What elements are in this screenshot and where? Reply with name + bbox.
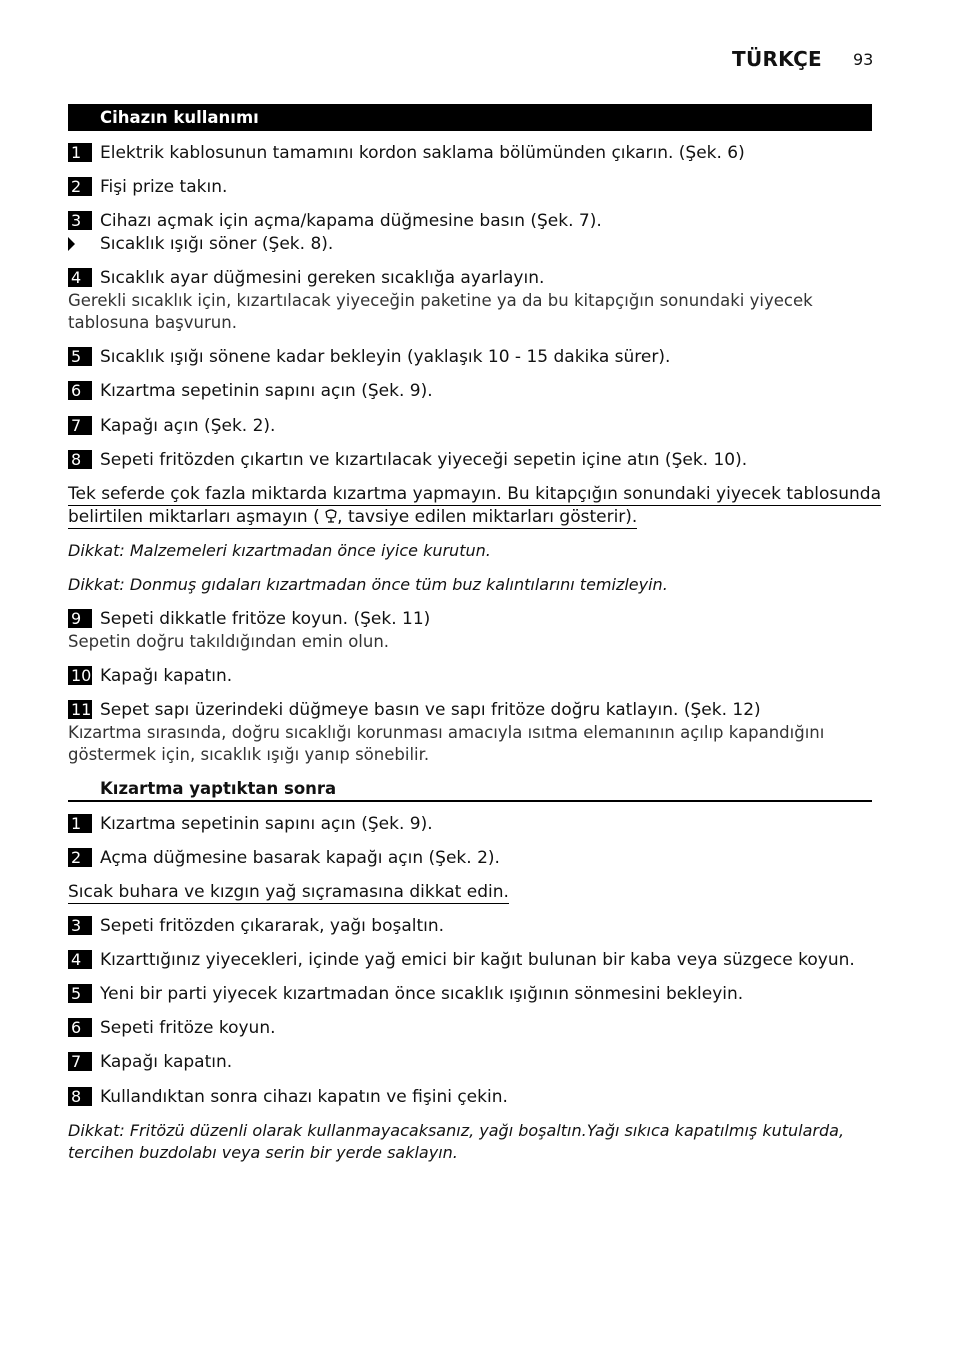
- warning-text: Sıcak buhara ve kızgın yağ sıçramasına dikkat edin.: [68, 882, 509, 902]
- page-number: 93: [853, 50, 874, 69]
- step-text: Sepeti fritözden çıkararak, yağı boşaltın.: [100, 916, 445, 936]
- basket-symbol-icon: [325, 509, 337, 523]
- step-text: Sepet sapı üzerindeki düğmeye basın ve sapı fritöze doğru katlayın. (Şek. 12): [100, 700, 761, 720]
- warning-line-1: Tek seferde çok fazla miktarda kızartma yapmayın. Bu kitapçığın sonundaki yiyecek tablosunda: [68, 484, 882, 504]
- warning-line-2b: , tavsiye edilen miktarları gösterir).: [337, 507, 638, 527]
- step-text: Sepeti fritözden çıkartın ve kızartılacak yiyeceği sepetin içine atın (Şek. 10).: [100, 450, 748, 470]
- step-number: 5: [68, 984, 92, 1003]
- step-number: 4: [68, 268, 92, 287]
- step-number: 10: [68, 666, 92, 685]
- step-number: 6: [68, 1018, 92, 1037]
- step-text: Sıcaklık ayar düğmesini gereken sıcaklığa ayarlayın.: [100, 268, 545, 288]
- step-text: Kızartma sepetinin sapını açın (Şek. 9).: [100, 814, 433, 834]
- step-number: 8: [68, 450, 92, 469]
- note-storage: Dikkat: Fritözü düzenli olarak kullanmayacaksanız, yağı boşaltın.Yağı sıkıca kapatılmış kutularda, tercihen buzdolabı veya serin bir yerde saklayın.: [68, 1121, 845, 1162]
- step-text: Sepeti fritöze koyun.: [100, 1018, 276, 1038]
- step-text: Kapağı kapatın.: [100, 666, 233, 686]
- note-dry: Dikkat: Malzemeleri kızartmadan önce iyice kurutun.: [68, 541, 491, 560]
- step-number: 7: [68, 416, 92, 435]
- note-frozen: Dikkat: Donmuş gıdaları kızartmadan önce tüm buz kalıntılarını temizleyin.: [68, 575, 668, 594]
- bullet-arrow-icon: [68, 237, 75, 251]
- step-text: Kapağı açın (Şek. 2).: [100, 416, 276, 436]
- step-text: Sepeti dikkatle fritöze koyun. (Şek. 11): [100, 609, 431, 629]
- step-number: 3: [68, 211, 92, 230]
- step-number: 2: [68, 848, 92, 867]
- warning-amount: [68, 483, 881, 529]
- step-number: 7: [68, 1052, 92, 1071]
- step-number: 6: [68, 381, 92, 400]
- step-text: Kullandıktan sonra cihazı kapatın ve fişini çekin.: [100, 1087, 508, 1107]
- step-number: 8: [68, 1087, 92, 1106]
- step-text: Fişi prize takın.: [100, 177, 228, 197]
- step-number: 5: [68, 347, 92, 366]
- warning-steam: [68, 881, 509, 904]
- step-text: Kızartma sepetinin sapını açın (Şek. 9).: [100, 381, 433, 401]
- step-text: Kapağı kapatın.: [100, 1052, 233, 1072]
- step-text: Kızarttığınız yiyecekleri, içinde yağ emici bir kağıt bulunan bir kaba veya süzgece koyun.: [100, 950, 855, 970]
- step-number: 2: [68, 177, 92, 196]
- language-label: TÜRKÇE: [732, 47, 823, 71]
- step-number: 3: [68, 916, 92, 935]
- step-text: Yeni bir parti yiyecek kızartmadan önce sıcaklık ışığının sönmesini bekleyin.: [100, 984, 744, 1004]
- section-title-after-frying: Kızartma yaptıktan sonra: [68, 778, 872, 802]
- step-9-note: Sepetin doğru takıldığından emin olun.: [68, 632, 390, 651]
- step-4-note: Gerekli sıcaklık için, kızartılacak yiyeceğin paketine ya da bu kitapçığın sonundaki yiyecek tablosuna başvurun.: [68, 291, 813, 332]
- step-number: 1: [68, 814, 92, 833]
- step-number: 4: [68, 950, 92, 969]
- step-text: Sıcaklık ışığı söner (Şek. 8).: [100, 234, 334, 254]
- step-text: Açma düğmesine basarak kapağı açın (Şek. 2).: [100, 848, 500, 868]
- step-number: 11: [68, 700, 92, 719]
- step-number: 9: [68, 609, 92, 628]
- step-text: Cihazı açmak için açma/kapama düğmesine basın (Şek. 7).: [100, 211, 602, 231]
- step-number: 1: [68, 143, 92, 162]
- section-title-usage: Cihazın kullanımı: [68, 104, 872, 131]
- warning-line-2a: belirtilen miktarları aşmayın (: [68, 507, 326, 527]
- step-text: Sıcaklık ışığı sönene kadar bekleyin (yaklaşık 10 - 15 dakika sürer).: [100, 347, 671, 367]
- step-text: Elektrik kablosunun tamamını kordon saklama bölümünden çıkarın. (Şek. 6): [100, 143, 745, 163]
- step-11-note: Kızartma sırasında, doğru sıcaklığı korunması amacıyla ısıtma elemanının açılıp kapandığını göstermek için, sıcaklık ışığı yanıp sönebilir.: [68, 723, 825, 764]
